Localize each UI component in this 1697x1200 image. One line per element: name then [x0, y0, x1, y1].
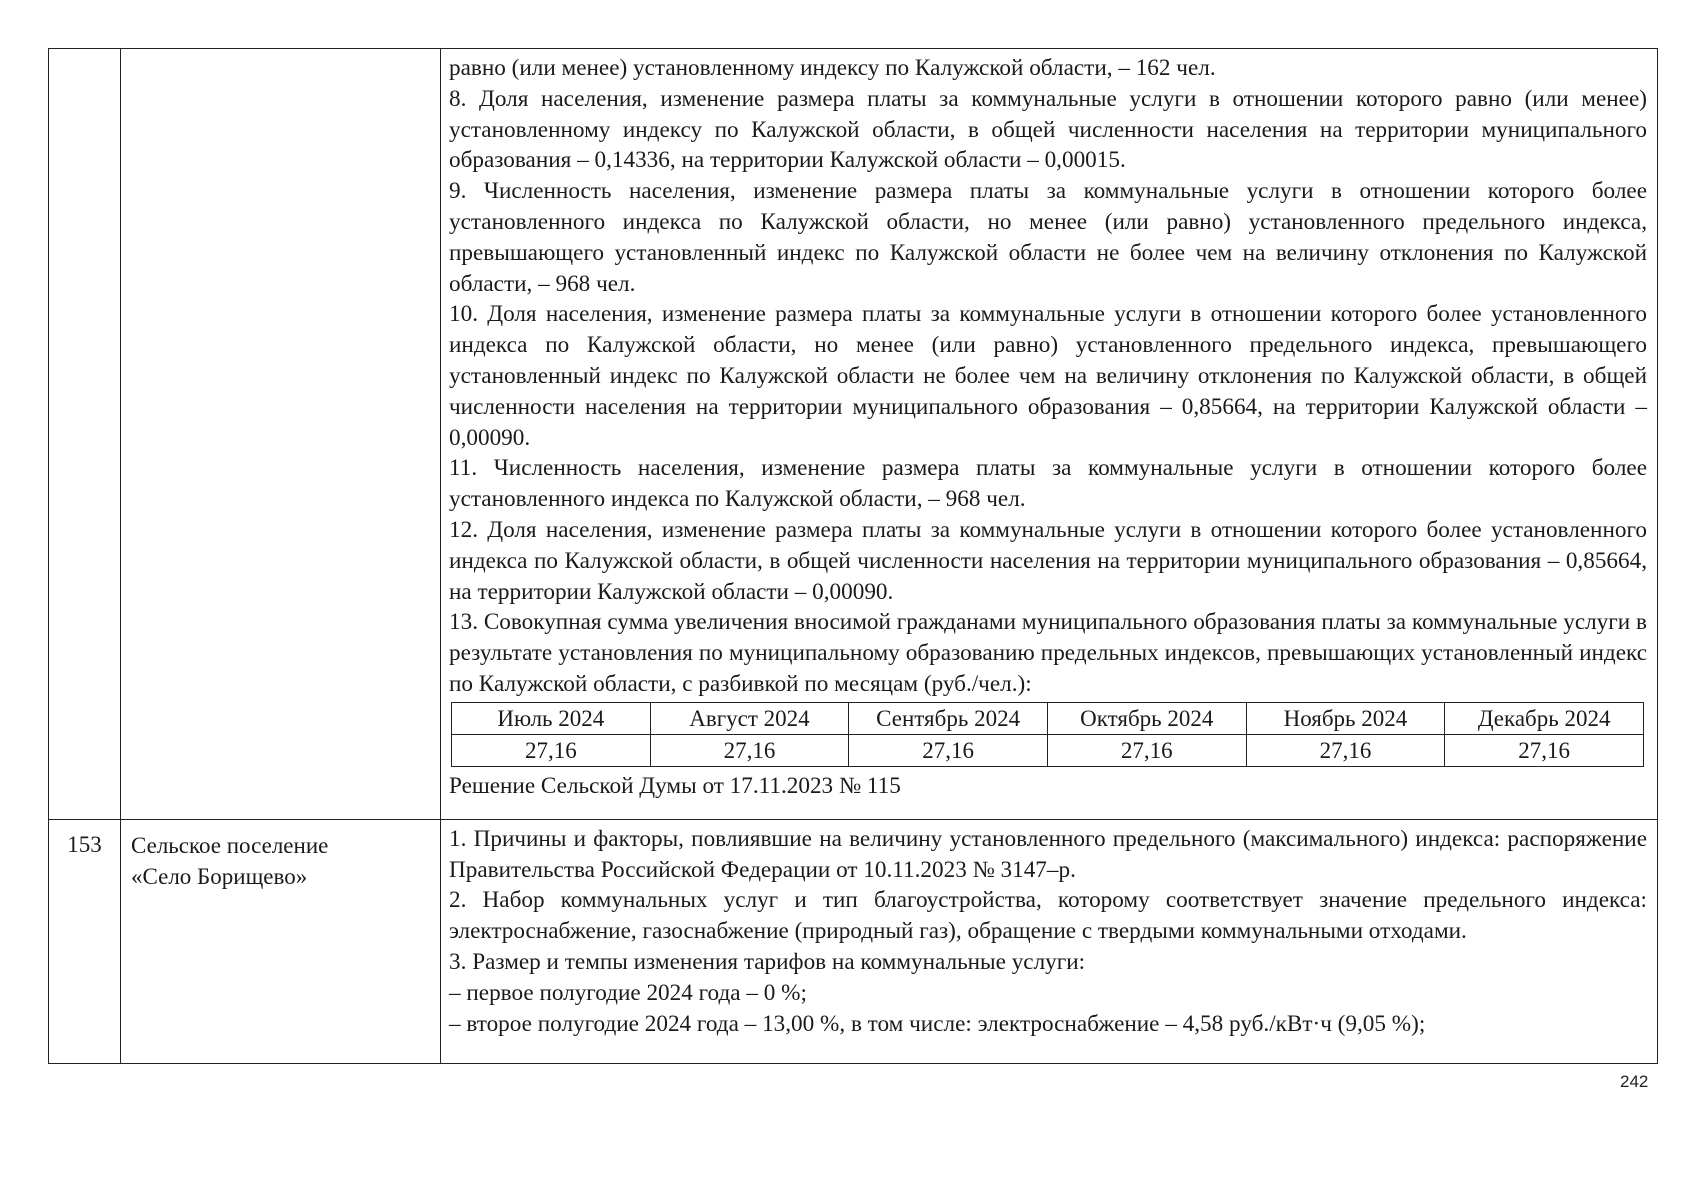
municipality-name-cell	[121, 49, 441, 820]
paragraph: 2. Набор коммунальных услуг и тип благоустройства, которому соответствует значение предельного индекса: электроснабжение, газоснабжение (природный газ), обращение с твердыми коммунальными отходами.	[449, 887, 1647, 945]
description-cell	[441, 819, 1658, 1063]
paragraph: 1. Причины и факторы, повлиявшие на величину установленного предельного (максимального) индекса: распоряжение Правительства Российской Федерации от 10.11.2023 № 3147–р.	[449, 825, 1647, 883]
row-number-cell: 153	[49, 819, 121, 1063]
month-header: Август 2024	[650, 702, 849, 734]
month-value: 27,16	[650, 734, 849, 766]
months-values-row	[452, 734, 1644, 766]
month-header: Ноябрь 2024	[1246, 702, 1445, 734]
month-header: Июль 2024	[452, 702, 651, 734]
month-value: 27,16	[1246, 734, 1445, 766]
paragraph: – первое полугодие 2024 года – 0 %;	[449, 979, 807, 1006]
municipality-name: «Село Борищево»	[131, 863, 308, 889]
municipality-name-cell	[121, 819, 441, 1063]
paragraph: 10. Доля населения, изменение размера платы за коммунальные услуги в отношении которого более установленного индекса по Калужской области, но менее (или равно) установленного предельного индекса, превышающего установленный индекс по Калужской области не более чем на величину отклонения по Калужской области, в общей численности населения на территории муниципального образования – 0,85664, на территории Калужской области – 0,00090.	[449, 301, 1647, 451]
paragraph: – второе полугодие 2024 года – 13,00 %, в том числе: электроснабжение – 4,58 руб./кВт·ч (9,05 %);	[449, 1010, 1426, 1037]
decision-reference: Решение Сельской Думы от 17.11.2023 № 115	[449, 772, 901, 799]
page-number: 242	[1620, 1072, 1649, 1091]
paragraph: 12. Доля населения, изменение размера платы за коммунальные услуги в отношении которого более установленного индекса по Калужской области, в общей численности населения на территории муниципального образования – 0,85664, на территории Калужской области – 0,00090.	[449, 516, 1647, 605]
row-number-cell	[49, 49, 121, 820]
month-header: Сентябрь 2024	[849, 702, 1048, 734]
months-header-row	[452, 702, 1644, 734]
month-value: 27,16	[1445, 734, 1644, 766]
month-value: 27,16	[1047, 734, 1246, 766]
paragraph: 3. Размер и темпы изменения тарифов на коммунальные услуги:	[449, 948, 1086, 975]
description-cell	[441, 49, 1658, 820]
month-header: Октябрь 2024	[1047, 702, 1246, 734]
monthly-amounts-table	[451, 702, 1644, 767]
month-header: Декабрь 2024	[1445, 702, 1644, 734]
paragraph: 9. Численность населения, изменение размера платы за коммунальные услуги в отношении которого более установленного индекса по Калужской области, но менее (или равно) установленного предельного индекса, превышающего установленный индекс по Калужской области не более чем на величину отклонения по Калужской области, – 968 чел.	[449, 178, 1647, 297]
paragraph: 11. Численность населения, изменение размера платы за коммунальные услуги в отношении которого более установленного индекса по Калужской области, – 968 чел.	[449, 455, 1647, 513]
table-row	[49, 49, 1658, 820]
month-value: 27,16	[849, 734, 1048, 766]
municipality-type: Сельское поселение	[131, 832, 329, 858]
paragraph: равно (или менее) установленному индексу по Калужской области, – 162 чел.	[449, 55, 1216, 81]
table-row	[49, 819, 1658, 1063]
paragraph: 8. Доля населения, изменение размера платы за коммунальные услуги в отношении которого равно (или менее) установленному индексу по Калужской области, в общей численности населения на территории муниципального образования – 0,14336, на территории Калужской области – 0,00015.	[449, 85, 1647, 174]
paragraph: 13. Совокупная сумма увеличения вносимой гражданами муниципального образования платы за коммунальные услуги в результате установления по муниципальному образованию предельных индексов, превышающих установленный индекс по Калужской области, с разбивкой по месяцам (руб./чел.):	[449, 609, 1647, 697]
month-value: 27,16	[452, 734, 651, 766]
document-table	[48, 48, 1658, 1064]
